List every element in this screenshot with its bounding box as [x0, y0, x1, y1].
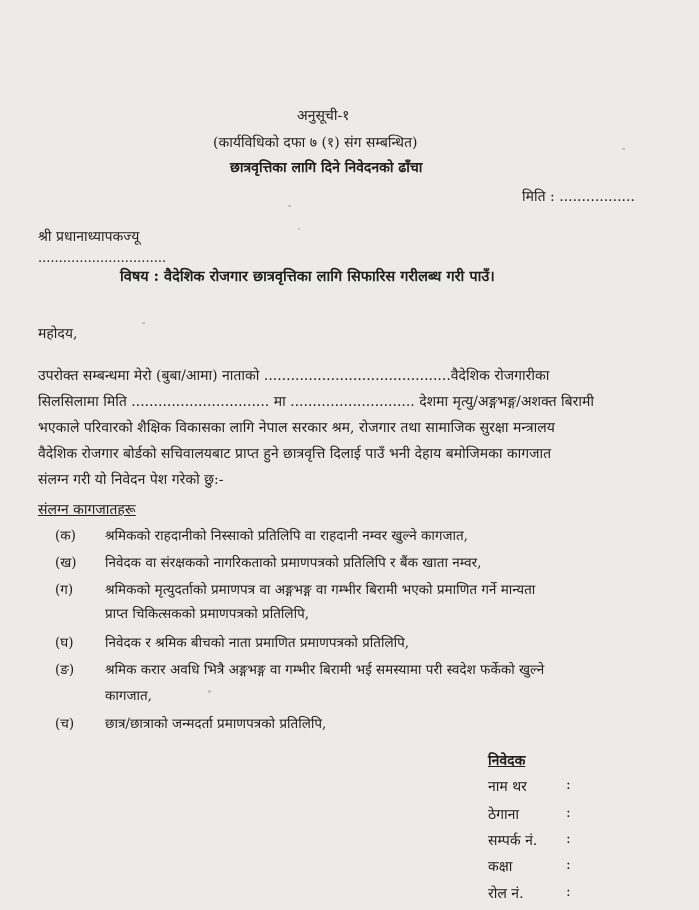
form-title: छात्रवृत्तिका लागि दिने निवेदनको ढाँचा — [230, 160, 423, 176]
scan-speck — [142, 322, 145, 324]
attachment-text: श्रमिकको मृत्युदर्ताको प्रमाणपत्र वा अङ्गभङ्ग वा गम्भीर बिरामी भएको प्रमाणित गर्ने मान्यता — [105, 582, 536, 598]
applicant-field-label: सम्पर्क नं. — [488, 833, 538, 849]
scan-speck — [288, 205, 291, 207]
attachment-text: श्रमिक करार अवधि भित्रै अङ्गभङ्ग वा गम्भीर बिरामी भई समस्यामा परी स्वदेश फर्केको खुल्ने — [105, 662, 545, 678]
date-line: मिति : ................. — [522, 189, 635, 205]
subject-line: विषय : वैदेशिक रोजगार छात्रवृत्तिका लागि सिफारिस गरीलब्ध गरी पाउँ। — [120, 268, 495, 285]
attachment-text: कागजात, — [105, 688, 152, 704]
annex-number: अनुसूची-१ — [297, 108, 350, 124]
applicant-field-colon: : — [566, 777, 571, 793]
applicant-field-colon: : — [566, 805, 571, 821]
attachment-label: (च) — [55, 716, 75, 732]
applicant-heading: निवेदक — [488, 753, 526, 769]
attachment-text: निवेदक वा संरक्षकको नागरिकताको प्रमाणपत्रको प्रतिलिपि र बैंक खाता नम्वर, — [105, 555, 482, 571]
attachment-label: (ख) — [55, 555, 77, 571]
body-line: उपरोक्त सम्बन्धमा मेरो (बुबा/आमा) नाताको ..........................................वैदेशिक रोजगारीका — [38, 368, 550, 384]
salutation: महोदय, — [38, 326, 78, 342]
applicant-field-label: रोल नं. — [488, 886, 524, 902]
body-line: सिलसिलामा मिति ............................... मा ............................ देशमा मृत्यु/अङ्गभङ्ग/अशक्त बिरामी — [38, 394, 594, 410]
attachment-text: निवेदक र श्रमिक बीचको नाता प्रमाणित प्रमाणपत्रको प्रतिलिपि, — [105, 635, 410, 651]
attachment-text: श्रमिकको राहदानीको निस्साको प्रतिलिपि वा राहदानी नम्वर खुल्ने कागजात, — [105, 528, 468, 544]
applicant-field-colon: : — [566, 884, 571, 900]
attachment-label: (क) — [55, 528, 76, 544]
body-line: भएकाले परिवारको शैक्षिक विकासका लागि नेपाल सरकार श्रम, रोजगार तथा सामाजिक सुरक्षा मन्त्रालय — [38, 420, 555, 436]
procedure-reference: (कार्यविधिको दफा ७ (१) संग सम्बन्धित) — [213, 135, 418, 151]
attachment-label: (ङ) — [55, 662, 75, 678]
body-line: संलग्न गरी यो निवेदन पेश गरेको छु:- — [38, 472, 224, 488]
scan-speck — [298, 228, 300, 230]
attachment-label: (घ) — [55, 635, 74, 651]
body-line: वैदेशिक रोजगार बोर्डको सचिवालयबाट प्राप्त हुने छात्रवृत्ति दिलाई पाउँ भनी देहाय बमोजिमका कागजात — [38, 446, 552, 462]
addressee: श्री प्रधानाध्यापकज्यू — [38, 229, 140, 245]
applicant-field-colon: : — [566, 831, 571, 847]
attachment-text: छात्र/छात्राको जन्मदर्ता प्रमाणपत्रको प्रतिलिपि, — [105, 716, 327, 732]
applicant-field-label: नाम थर — [488, 779, 527, 795]
attachment-label: (ग) — [55, 582, 74, 598]
attachments-heading: संलग्न कागजातहरू — [38, 502, 136, 518]
scan-speck — [622, 148, 625, 150]
applicant-field-colon: : — [566, 857, 571, 873]
addressee-blank: ............................... — [38, 251, 167, 266]
scan-speck — [208, 690, 211, 693]
applicant-field-label: ठेगाना — [488, 807, 520, 823]
attachment-text: प्राप्त चिकित्सकको प्रमाणपत्रको प्रतिलिपि, — [105, 606, 310, 622]
applicant-field-label: कक्षा — [488, 859, 513, 875]
